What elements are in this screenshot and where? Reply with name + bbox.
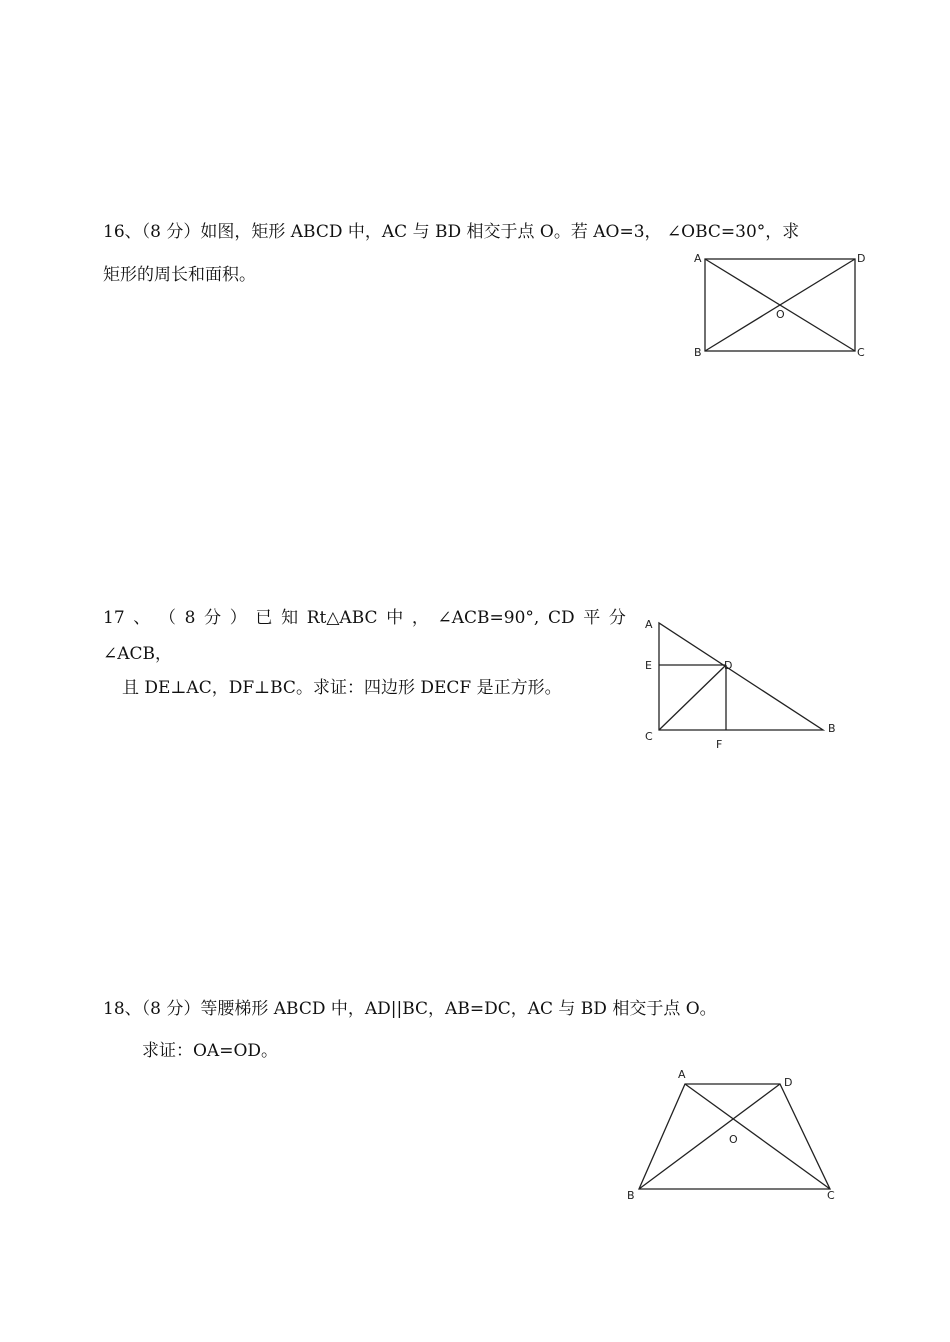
problem-17-statement-line-3: 且 DE⊥AC，DF⊥BC。求证：四边形 DECF 是正方形。 xyxy=(122,678,562,698)
label-c: C xyxy=(645,730,653,743)
label-a: A xyxy=(678,1068,686,1081)
word: Rt△ABC xyxy=(306,608,378,628)
word: 平 xyxy=(583,608,601,628)
word: 8 xyxy=(184,608,196,628)
label-o: O xyxy=(729,1133,738,1146)
diagonal-ac xyxy=(685,1084,830,1189)
word: （ xyxy=(158,608,176,628)
problem-17-statement-line-2: ∠ACB， xyxy=(103,644,173,664)
label-c: C xyxy=(827,1189,835,1202)
word: CD xyxy=(547,608,575,628)
right-triangle-figure xyxy=(640,612,850,757)
isosceles-trapezoid-figure xyxy=(620,1062,850,1212)
problem-18-statement-line-1: 18、（8 分）等腰梯形 ABCD 中，AD||BC，AB=DC，AC 与 BD 相交于点 O。 xyxy=(103,999,717,1019)
label-b: B xyxy=(694,346,702,359)
problem-18-statement-line-2: 求证：OA=OD。 xyxy=(142,1041,279,1061)
problem-16-statement-line-2: 矩形的周长和面积。 xyxy=(103,265,256,285)
label-d: D xyxy=(724,659,733,672)
word: ， xyxy=(411,608,429,628)
label-d: D xyxy=(784,1076,793,1089)
problem-16-statement-line-1: 16、（8 分）如图，矩形 ABCD 中，AC 与 BD 相交于点 O。若 AO=3， ∠OBC=30°，求 xyxy=(103,222,800,242)
rectangle-figure xyxy=(690,248,875,363)
word: 分 xyxy=(608,608,626,628)
diagonal-bd xyxy=(639,1084,780,1189)
word: 、 xyxy=(133,608,151,628)
word: 知 xyxy=(281,608,299,628)
label-f: F xyxy=(716,738,723,751)
word: ∠ACB=90°, xyxy=(437,608,540,628)
label-b: B xyxy=(828,722,836,735)
triangle-abc xyxy=(659,623,823,730)
word: ） xyxy=(229,608,247,628)
label-c: C xyxy=(857,346,865,359)
label-a: A xyxy=(645,618,653,631)
word: 17 xyxy=(103,608,125,628)
word: 中 xyxy=(386,608,404,628)
word: 分 xyxy=(204,608,222,628)
segment-cd xyxy=(659,665,726,730)
label-b: B xyxy=(627,1189,635,1202)
label-a: A xyxy=(694,252,702,265)
word: 已 xyxy=(255,608,273,628)
problem-17-statement-line-1 xyxy=(103,607,626,629)
label-e: E xyxy=(645,659,652,672)
label-o: O xyxy=(776,308,785,321)
label-d: D xyxy=(857,252,866,265)
